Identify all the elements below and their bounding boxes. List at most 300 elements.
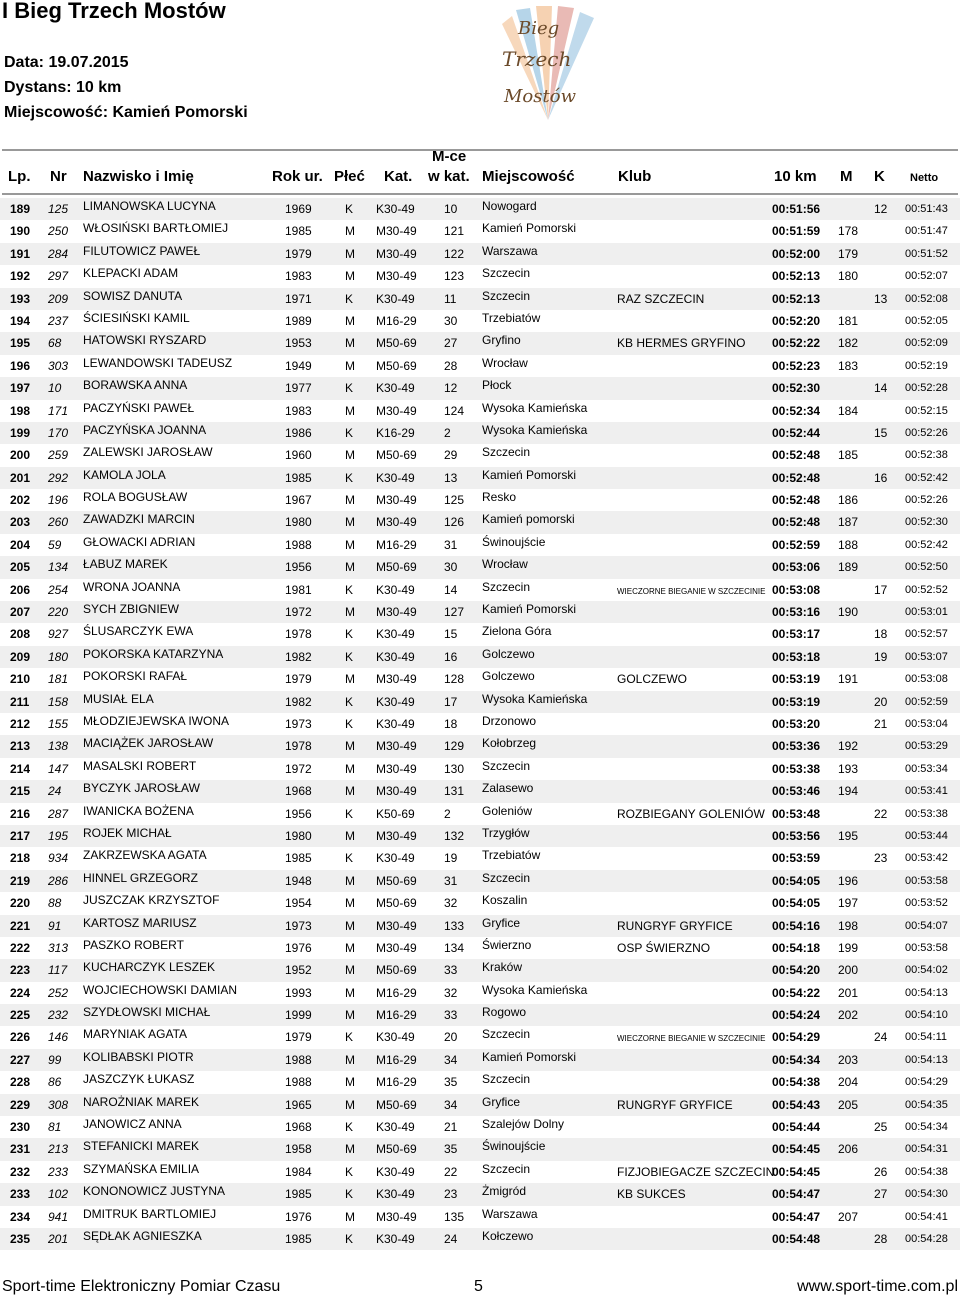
- cell-time: 00:51:56: [772, 202, 821, 216]
- table-row: [0, 511, 960, 533]
- cell-name: KONONOWICZ JUSTYNA: [83, 1184, 226, 1199]
- cell-cat: M30-49: [376, 493, 417, 508]
- cell-sex: K: [345, 1120, 354, 1135]
- cell-nr: 10: [48, 381, 62, 396]
- cell-lp: 197: [10, 381, 31, 396]
- cell-year: 1972: [285, 605, 312, 620]
- cell-nr: 117: [48, 963, 68, 978]
- cell-lp: 206: [10, 582, 31, 597]
- table-row: [0, 691, 960, 713]
- cell-m: 192: [838, 739, 859, 754]
- cell-city: Gryfice: [482, 1094, 521, 1109]
- cell-sex: K: [345, 202, 354, 216]
- cell-year: 1983: [285, 403, 312, 418]
- cell-year: 1948: [285, 873, 312, 888]
- cell-cat: M50-69: [376, 448, 417, 463]
- cell-net: 00:52:08: [905, 292, 948, 305]
- cell-net: 00:52:50: [905, 561, 948, 574]
- cell-nr: 209: [48, 291, 69, 306]
- cell-year: 1956: [285, 560, 312, 575]
- cell-net: 00:52:59: [905, 695, 948, 708]
- cell-nr: 250: [48, 224, 69, 239]
- cell-lp: 221: [10, 918, 31, 933]
- cell-year: 1968: [285, 1120, 312, 1135]
- cell-name: LEWANDOWSKI TADEUSZ: [83, 355, 233, 370]
- cell-year: 1980: [285, 828, 312, 843]
- cell-net: 00:54:10: [905, 1009, 948, 1022]
- cell-m: 186: [838, 493, 859, 508]
- cell-lp: 194: [10, 313, 31, 328]
- cell-cat: M16-29: [376, 1075, 417, 1090]
- cell-city: Rogowo: [482, 1005, 527, 1020]
- col-time: 10 km: [774, 168, 817, 185]
- cell-name: NAROŻNIAK MAREK: [83, 1094, 200, 1109]
- cell-place: 27: [444, 336, 458, 351]
- cell-lp: 217: [10, 828, 31, 843]
- cell-m: 183: [838, 358, 859, 373]
- cell-lp: 193: [10, 291, 31, 306]
- cell-sex: M: [345, 560, 355, 575]
- cell-city: Trzebiatów: [482, 848, 541, 863]
- cell-name: MŁODZIEJEWSKA IWONA: [83, 713, 230, 728]
- cell-k: 12: [874, 202, 888, 216]
- cell-sex: K: [345, 470, 354, 485]
- table-row: [0, 1049, 960, 1071]
- cell-net: 00:54:31: [905, 1143, 948, 1156]
- cell-net: 00:51:47: [905, 225, 948, 238]
- cell-place: 33: [444, 1008, 458, 1023]
- cell-name: FILUTOWICZ PAWEŁ: [83, 243, 201, 258]
- cell-sex: M: [345, 1209, 355, 1224]
- cell-name: MASALSKI ROBERT: [83, 758, 197, 773]
- cell-place: 135: [444, 1209, 465, 1224]
- cell-net: 00:54:13: [905, 986, 948, 999]
- cell-sex: M: [345, 493, 355, 508]
- cell-cat: M50-69: [376, 1097, 417, 1112]
- cell-cat: M30-49: [376, 784, 417, 799]
- cell-name: KLEPACKI ADAM: [83, 266, 179, 281]
- cell-sex: M: [345, 313, 355, 328]
- cell-city: Świnoujście: [482, 1139, 546, 1154]
- cell-sex: M: [345, 873, 355, 888]
- cell-sex: M: [345, 828, 355, 843]
- col-city: Miejscowość: [482, 168, 575, 185]
- cell-net: 00:52:26: [905, 494, 948, 507]
- cell-year: 1988: [285, 537, 312, 552]
- logo-text-3: Mostów: [504, 86, 576, 107]
- table-row: [0, 713, 960, 735]
- cell-name: POKORSKA KATARZYNA: [83, 646, 224, 661]
- cell-city: Warszawa: [482, 243, 538, 258]
- cell-m: 200: [838, 963, 859, 978]
- cell-nr: 201: [48, 1231, 69, 1246]
- cell-net: 00:52:15: [905, 404, 948, 417]
- cell-city: Wysoka Kamieńska: [482, 982, 588, 997]
- cell-name: ZAWADZKI MARCIN: [83, 512, 195, 527]
- cell-name: WOJCIECHOWSKI DAMIAN: [83, 982, 238, 997]
- cell-city: Nowogard: [482, 199, 537, 213]
- cell-cat: M50-69: [376, 1142, 417, 1157]
- table-row: [0, 1228, 960, 1250]
- cell-name: JUSZCZAK KRZYSZTOF: [83, 893, 220, 908]
- cell-cat: K30-49: [376, 1030, 415, 1045]
- cell-club: FIZJOBIEGACZE SZCZECIN: [617, 1164, 775, 1179]
- cell-sex: M: [345, 739, 355, 754]
- cell-name: BYCZYK JAROSŁAW: [83, 781, 200, 796]
- table-row: [0, 489, 960, 511]
- cell-sex: M: [345, 537, 355, 552]
- cell-m: 191: [838, 672, 859, 687]
- cell-time: 00:52:23: [772, 358, 821, 373]
- cell-sex: M: [345, 1075, 355, 1090]
- cell-nr: 155: [48, 716, 69, 731]
- cell-cat: M50-69: [376, 873, 417, 888]
- table-row: [0, 1116, 960, 1138]
- cell-net: 00:53:07: [905, 650, 948, 663]
- cell-k: 14: [874, 381, 888, 396]
- cell-sex: K: [345, 425, 354, 440]
- cell-lp: 199: [10, 425, 31, 440]
- cell-m: 181: [838, 313, 859, 328]
- cell-cat: K30-49: [376, 716, 415, 731]
- cell-time: 00:54:47: [772, 1187, 821, 1202]
- cell-net: 00:53:42: [905, 852, 948, 865]
- col-lp: Lp.: [8, 168, 31, 185]
- cell-net: 00:52:42: [905, 471, 948, 484]
- cell-name: MACIĄŻEK JAROSŁAW: [83, 736, 214, 751]
- cell-name: GŁOWACKI ADRIAN: [83, 534, 196, 549]
- cell-cat: M16-29: [376, 537, 417, 552]
- cell-sex: M: [345, 605, 355, 620]
- cell-sex: K: [345, 381, 354, 396]
- table-row: [0, 1183, 960, 1205]
- cell-net: 00:52:42: [905, 538, 948, 551]
- cell-sex: M: [345, 448, 355, 463]
- cell-year: 1985: [285, 470, 312, 485]
- cell-name: HATOWSKI RYSZARD: [83, 333, 207, 348]
- table-row: [0, 870, 960, 892]
- cell-net: 00:51:52: [905, 247, 948, 260]
- header-rule-top: [2, 149, 958, 151]
- cell-net: 00:53:58: [905, 941, 948, 954]
- cell-time: 00:54:45: [772, 1142, 821, 1157]
- cell-cat: K30-49: [376, 1187, 415, 1202]
- cell-time: 00:52:48: [772, 448, 821, 463]
- cell-cat: K30-49: [376, 1164, 415, 1179]
- table-row: [0, 1004, 960, 1026]
- cell-time: 00:53:56: [772, 828, 821, 843]
- cell-cat: K30-49: [376, 851, 415, 866]
- cell-lp: 204: [10, 537, 31, 552]
- cell-lp: 200: [10, 448, 31, 463]
- cell-place: 23: [444, 1187, 458, 1202]
- cell-cat: M30-49: [376, 1209, 417, 1224]
- cell-lp: 189: [10, 202, 31, 216]
- cell-place: 15: [444, 627, 458, 642]
- cell-k: 15: [874, 425, 888, 440]
- col-nr: Nr: [50, 168, 67, 185]
- cell-sex: K: [345, 716, 354, 731]
- page-title: I Bieg Trzech Mostów: [2, 0, 226, 23]
- cell-city: Szczecin: [482, 445, 531, 460]
- table-row: [0, 982, 960, 1004]
- col-name: Nazwisko i Imię: [83, 168, 194, 185]
- cell-sex: K: [345, 291, 354, 306]
- cell-year: 1978: [285, 627, 312, 642]
- cell-time: 00:53:19: [772, 672, 821, 687]
- cell-time: 00:53:06: [772, 560, 821, 575]
- cell-net: 00:53:01: [905, 606, 948, 619]
- cell-m: 179: [838, 246, 859, 261]
- cell-city: Warszawa: [482, 1206, 538, 1221]
- cell-net: 00:53:41: [905, 785, 948, 798]
- cell-time: 00:54:44: [772, 1120, 821, 1135]
- table-row: [0, 915, 960, 937]
- cell-cat: M30-49: [376, 739, 417, 754]
- cell-year: 1976: [285, 940, 312, 955]
- table-row: [0, 1026, 960, 1048]
- logo-text-2: Trzech: [502, 47, 572, 71]
- cell-sex: M: [345, 358, 355, 373]
- footer-right: www.sport-time.com.pl: [797, 1278, 958, 1295]
- cell-place: 128: [444, 672, 465, 687]
- cell-time: 00:52:22: [772, 336, 821, 351]
- cell-nr: 99: [48, 1052, 62, 1067]
- cell-lp: 224: [10, 985, 31, 1000]
- cell-m: 196: [838, 873, 859, 888]
- cell-city: Żmigród: [482, 1184, 527, 1199]
- cell-club: WIECZORNE BIEGANIE W SZCZECINIE: [617, 1034, 766, 1044]
- cell-nr: 134: [48, 560, 69, 575]
- cell-time: 00:54:45: [772, 1164, 821, 1179]
- table-row: [0, 556, 960, 578]
- cell-city: Gryfino: [482, 333, 521, 348]
- table-row: [0, 579, 960, 601]
- cell-city: Kamień Pomorski: [482, 221, 577, 236]
- cell-sex: K: [345, 806, 354, 821]
- cell-place: 134: [444, 940, 465, 955]
- cell-name: MUSIAŁ ELA: [83, 691, 154, 706]
- cell-name: ŚCIESIŃSKI KAMIL: [83, 310, 190, 325]
- cell-year: 1973: [285, 918, 312, 933]
- cell-name: HINNEL GRZEGORZ: [83, 870, 198, 885]
- cell-nr: 286: [48, 873, 69, 888]
- cell-net: 00:53:34: [905, 762, 948, 775]
- cell-place: 16: [444, 649, 458, 664]
- cell-net: 00:54:02: [905, 964, 948, 977]
- cell-net: 00:53:44: [905, 829, 948, 842]
- cell-net: 00:53:52: [905, 897, 948, 910]
- cell-year: 1973: [285, 716, 312, 731]
- cell-m: 194: [838, 784, 859, 799]
- cell-club: RUNGRYF GRYFICE: [617, 918, 733, 933]
- cell-name: JANOWICZ ANNA: [83, 1117, 182, 1132]
- cell-lp: 230: [10, 1120, 31, 1135]
- cell-time: 00:53:18: [772, 649, 821, 664]
- cell-cat: K30-49: [376, 1120, 415, 1135]
- cell-nr: 297: [48, 269, 69, 284]
- cell-year: 1952: [285, 963, 312, 978]
- cell-cat: M30-49: [376, 918, 417, 933]
- cell-city: Szczecin: [482, 266, 531, 281]
- cell-net: 00:52:05: [905, 314, 948, 327]
- cell-time: 00:52:13: [772, 291, 821, 306]
- cell-m: 203: [838, 1052, 859, 1067]
- table-row: [0, 332, 960, 354]
- table-row: [0, 444, 960, 466]
- cell-nr: 102: [48, 1187, 69, 1202]
- cell-m: 197: [838, 896, 859, 911]
- cell-lp: 198: [10, 403, 31, 418]
- cell-lp: 223: [10, 963, 31, 978]
- cell-year: 1980: [285, 515, 312, 530]
- cell-club: KB SUKCES: [617, 1187, 686, 1202]
- cell-city: Wysoka Kamieńska: [482, 422, 588, 437]
- cell-year: 1949: [285, 358, 312, 373]
- cell-place: 22: [444, 1164, 458, 1179]
- cell-city: Zalasewo: [482, 781, 534, 796]
- cell-sex: M: [345, 918, 355, 933]
- cell-nr: 146: [48, 1030, 69, 1045]
- cell-place: 20: [444, 1030, 458, 1045]
- col-year: Rok ur.: [272, 168, 323, 185]
- cell-city: Kraków: [482, 960, 523, 975]
- cell-city: Zielona Góra: [482, 624, 552, 639]
- cell-nr: 59: [48, 537, 62, 552]
- cell-time: 00:52:44: [772, 425, 821, 440]
- cell-nr: 181: [48, 672, 69, 687]
- cell-year: 1960: [285, 448, 312, 463]
- cell-net: 00:54:30: [905, 1188, 948, 1201]
- cell-year: 1968: [285, 784, 312, 799]
- cell-time: 00:53:46: [772, 784, 821, 799]
- cell-cat: M30-49: [376, 605, 417, 620]
- cell-cat: M50-69: [376, 963, 417, 978]
- col-sex: Płeć: [334, 168, 365, 185]
- cell-name: SYCH ZBIGNIEW: [83, 602, 180, 617]
- cell-place: 121: [444, 224, 465, 239]
- cell-year: 1985: [285, 851, 312, 866]
- cell-nr: 171: [48, 403, 69, 418]
- cell-m: 178: [838, 224, 859, 239]
- table-row: [0, 735, 960, 757]
- cell-net: 00:54:29: [905, 1076, 948, 1089]
- table-row: [0, 937, 960, 959]
- cell-city: Resko: [482, 490, 517, 505]
- cell-place: 24: [444, 1231, 458, 1246]
- cell-place: 127: [444, 605, 465, 620]
- cell-sex: K: [345, 694, 354, 709]
- cell-m: 182: [838, 336, 859, 351]
- cell-nr: 254: [48, 582, 69, 597]
- col-m: M: [840, 168, 853, 185]
- cell-m: 207: [838, 1209, 859, 1224]
- cell-nr: 196: [48, 493, 69, 508]
- cell-time: 00:54:29: [772, 1030, 821, 1045]
- cell-sex: M: [345, 1097, 355, 1112]
- cell-city: Szczecin: [482, 870, 531, 885]
- cell-nr: 24: [48, 784, 62, 799]
- cell-cat: M50-69: [376, 358, 417, 373]
- cell-lp: 212: [10, 716, 31, 731]
- cell-place: 32: [444, 985, 458, 1000]
- cell-k: 27: [874, 1187, 888, 1202]
- cell-city: Goleniów: [482, 803, 533, 818]
- cell-lp: 210: [10, 672, 31, 687]
- cell-year: 1988: [285, 1075, 312, 1090]
- cell-cat: K16-29: [376, 425, 415, 440]
- cell-time: 00:54:43: [772, 1097, 821, 1112]
- cell-net: 00:52:19: [905, 359, 948, 372]
- cell-k: 24: [874, 1030, 888, 1045]
- cell-place: 125: [444, 493, 465, 508]
- cell-club: KB HERMES GRYFINO: [617, 336, 746, 351]
- cell-cat: M16-29: [376, 1052, 417, 1067]
- cell-place: 123: [444, 269, 465, 284]
- cell-time: 00:54:22: [772, 985, 821, 1000]
- event-date: Data: 19.07.2015: [4, 54, 129, 71]
- cell-sex: M: [345, 896, 355, 911]
- cell-time: 00:52:34: [772, 403, 821, 418]
- cell-city: Szczecin: [482, 288, 531, 303]
- cell-sex: K: [345, 1231, 354, 1246]
- cell-club: RAZ SZCZECIN: [617, 291, 705, 306]
- cell-cat: M30-49: [376, 672, 417, 687]
- cell-cat: M30-49: [376, 940, 417, 955]
- cell-city: Świerzno: [482, 937, 532, 952]
- cell-place: 126: [444, 515, 465, 530]
- cell-lp: 205: [10, 560, 31, 575]
- cell-year: 1954: [285, 896, 312, 911]
- cell-year: 1978: [285, 739, 312, 754]
- table-row: [0, 534, 960, 556]
- cell-cat: K30-49: [376, 381, 415, 396]
- cell-k: 21: [874, 716, 888, 731]
- col-place-top: M-ce: [432, 148, 467, 165]
- cell-sex: M: [345, 336, 355, 351]
- cell-year: 1993: [285, 985, 312, 1000]
- cell-net: 00:52:09: [905, 337, 948, 350]
- cell-k: 23: [874, 851, 888, 866]
- cell-time: 00:52:13: [772, 269, 821, 284]
- cell-nr: 147: [48, 761, 69, 776]
- table-row: [0, 646, 960, 668]
- cell-cat: M30-49: [376, 761, 417, 776]
- cell-name: ROLA BOGUSŁAW: [83, 490, 188, 505]
- cell-name: KUCHARCZYK LESZEK: [83, 960, 216, 975]
- cell-lp: 195: [10, 336, 31, 351]
- cell-nr: 170: [48, 425, 69, 440]
- cell-k: 22: [874, 806, 888, 821]
- cell-year: 1982: [285, 649, 312, 664]
- cell-cat: M30-49: [376, 828, 417, 843]
- cell-k: 18: [874, 627, 888, 642]
- cell-m: 204: [838, 1075, 859, 1090]
- cell-place: 2: [444, 425, 451, 440]
- cell-sex: M: [345, 515, 355, 530]
- cell-sex: M: [345, 985, 355, 1000]
- cell-lp: 229: [10, 1097, 31, 1112]
- table-row: [0, 220, 960, 242]
- results-table: [0, 198, 960, 1250]
- cell-place: 14: [444, 582, 458, 597]
- cell-sex: K: [345, 1030, 354, 1045]
- cell-m: 184: [838, 403, 859, 418]
- cell-m: 202: [838, 1008, 859, 1023]
- table-row: [0, 959, 960, 981]
- cell-lp: 222: [10, 940, 31, 955]
- cell-name: ŁABUZ MAREK: [83, 557, 168, 572]
